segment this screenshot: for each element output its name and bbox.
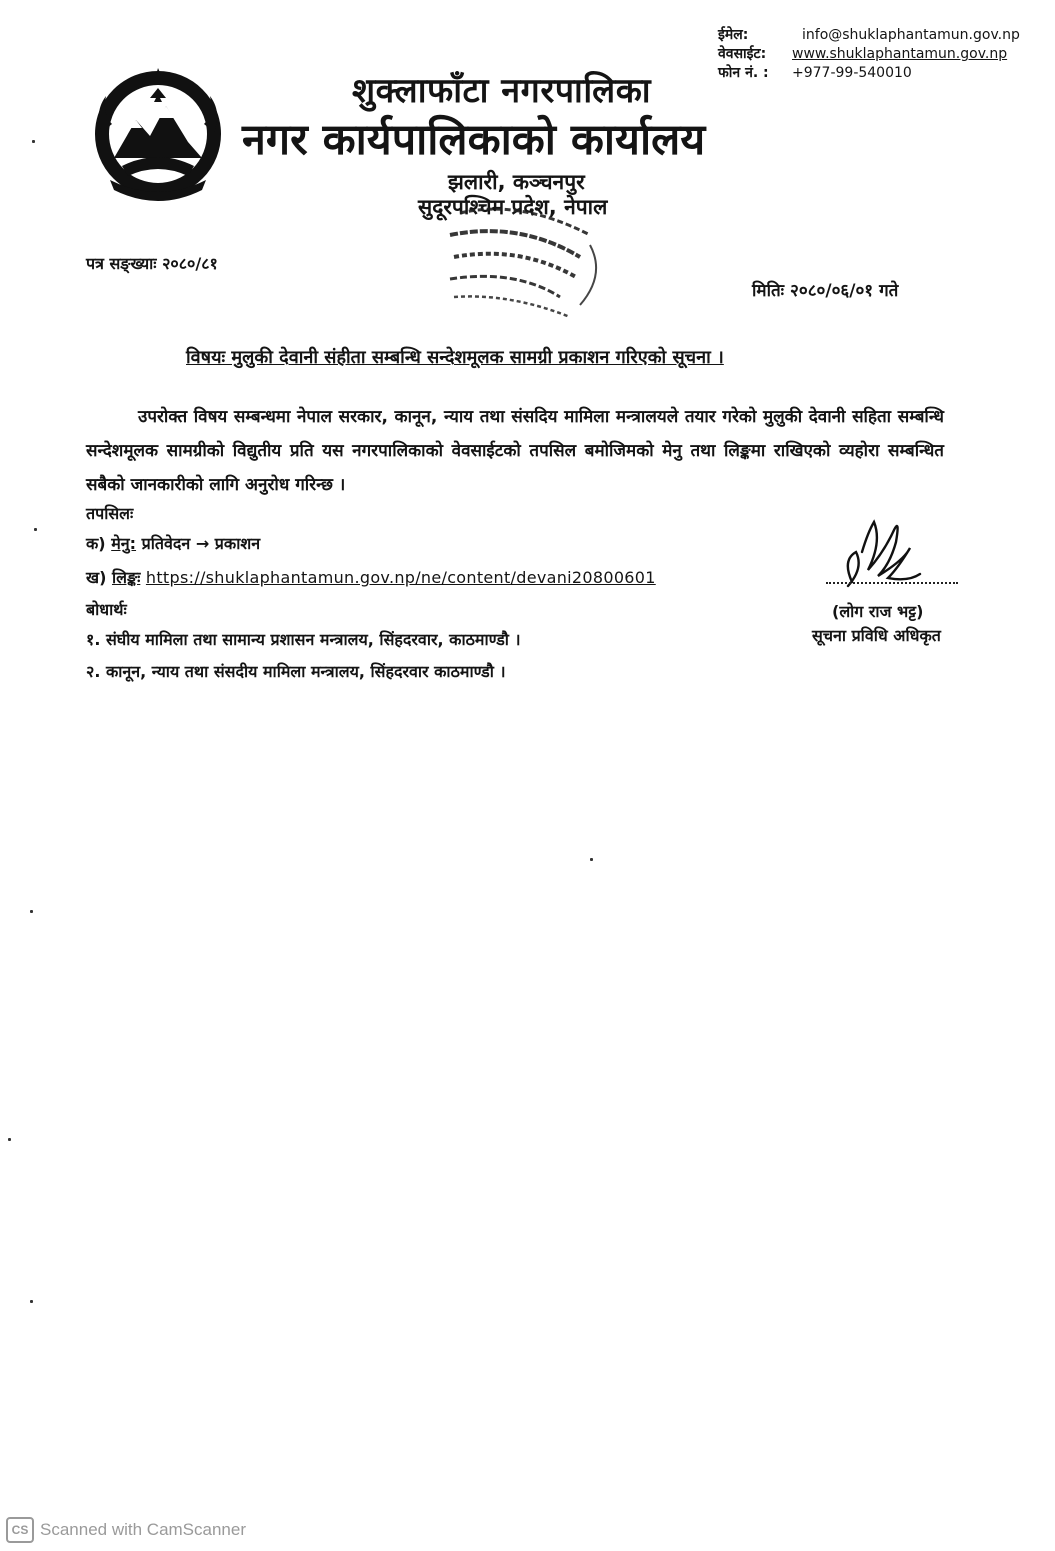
org-name: शुक्लाफाँटा नगरपालिका bbox=[352, 71, 652, 111]
menu-path: प्रतिवेदन → प्रकाशन bbox=[141, 534, 261, 553]
website-link[interactable]: www.shuklaphantamun.gov.np bbox=[792, 46, 1008, 62]
menu-prefix: क) bbox=[86, 534, 106, 553]
scan-speck bbox=[30, 1300, 33, 1303]
email-label: ईमेल: bbox=[718, 27, 749, 43]
cc-heading: बोधार्थः bbox=[86, 600, 127, 619]
office-name: नगर कार्यपालिकाको कार्यालय bbox=[242, 115, 706, 165]
body-paragraph: उपरोक्त विषय सम्बन्धमा नेपाल सरकार, कानून, न्याय तथा संसदिय मामिला मन्त्रालयले तयार गरेको मुलुकी देवानी सहिता सम्बन्धि सन्देशमूलक सामग्रीको विद्युतीय प्रति यस नगरपालिकाको वेवसाईटको तपसिल बमोजिमको मेनु तथा लिङ्कमा राखिएको व्यहोरा सम्बन्धित सबैको जानकारीको लागि अनुरोध गरिन्छ । bbox=[86, 407, 944, 495]
phone-label: फोन नं. : bbox=[718, 65, 769, 81]
email-value: info@shuklaphantamun.gov.np bbox=[802, 27, 1020, 43]
scan-speck bbox=[32, 140, 35, 143]
scan-speck bbox=[8, 1138, 11, 1141]
nepal-government-emblem-icon bbox=[84, 62, 232, 202]
scanner-text: Scanned with CamScanner bbox=[40, 1520, 247, 1539]
address-line-1: झलारी, कञ्चनपुर bbox=[448, 170, 585, 194]
signatory-name: (लोग राज भट्ट) bbox=[832, 602, 924, 621]
link-prefix: ख) bbox=[86, 568, 107, 587]
scan-speck bbox=[30, 910, 33, 913]
scan-speck bbox=[34, 528, 37, 531]
contact-block bbox=[718, 26, 1020, 83]
address-line-2: सुदूरपश्चिम प्रदेश, नेपाल bbox=[418, 195, 608, 219]
letter-subject: विषयः मुलुकी देवानी संहीता सम्बन्धि सन्देशमूलक सामग्री प्रकाशन गरिएको सूचना । bbox=[186, 347, 724, 368]
reference-number: पत्र सङ्ख्याः २०८०/८१ bbox=[86, 254, 218, 273]
content-link[interactable]: https://shuklaphantamun.gov.np/ne/content/devani20800601 bbox=[145, 568, 656, 587]
scanner-watermark bbox=[6, 1517, 246, 1543]
menu-label: मेनु: bbox=[111, 534, 137, 553]
phone-value: +977-99-540010 bbox=[792, 65, 912, 81]
menu-line bbox=[86, 532, 260, 554]
letter-body bbox=[86, 400, 944, 502]
camscanner-logo-icon: CS bbox=[6, 1517, 34, 1543]
letter-date: मितिः २०८०/०६/०१ गते bbox=[752, 281, 899, 301]
link-label: लिङ्कः bbox=[111, 568, 141, 587]
cc-item: २. कानून, न्याय तथा संसदीय मामिला मन्त्रालय, सिंहदरवार काठमाण्डौ । bbox=[86, 662, 506, 681]
handwritten-signature bbox=[838, 512, 928, 590]
website-label: वेवसाईट: bbox=[718, 46, 767, 62]
scan-speck bbox=[590, 858, 593, 861]
details-heading: तपसिलः bbox=[86, 504, 134, 523]
signatory-title: सूचना प्रविधि अधिकृत bbox=[812, 626, 941, 645]
office-stamp-icon bbox=[430, 205, 610, 325]
cc-item: १. संघीय मामिला तथा सामान्य प्रशासन मन्त्रालय, सिंहदरवार, काठमाण्डौ । bbox=[86, 630, 521, 649]
link-line bbox=[86, 566, 656, 588]
signature-line bbox=[826, 582, 958, 584]
